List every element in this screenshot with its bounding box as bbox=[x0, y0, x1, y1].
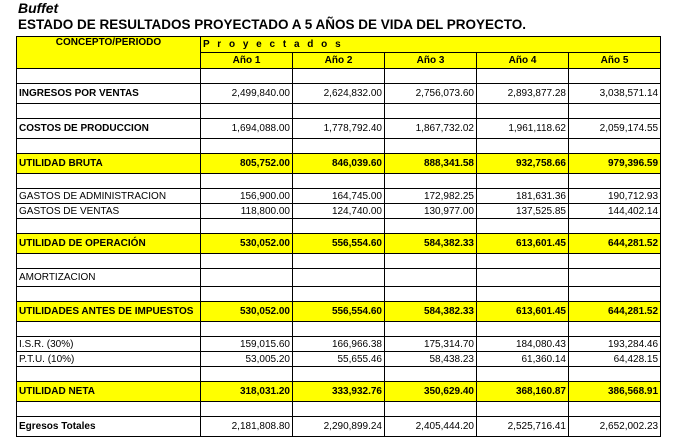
cell-value: 368,160.87 bbox=[477, 382, 569, 402]
cell-value: 1,961,118.62 bbox=[477, 119, 569, 139]
cell-value: 181,631.36 bbox=[477, 189, 569, 204]
cell-value: 1,867,732.02 bbox=[385, 119, 477, 139]
cell-value: 130,977.00 bbox=[385, 204, 477, 219]
cell-value: 53,005.20 bbox=[201, 352, 293, 367]
cell-value: 2,756,073.60 bbox=[385, 84, 477, 104]
cell-value: 613,601.45 bbox=[477, 302, 569, 322]
cell-value: 156,900.00 bbox=[201, 189, 293, 204]
cell-value: 124,740.00 bbox=[293, 204, 385, 219]
row-label: UTILIDAD BRUTA bbox=[17, 154, 201, 174]
cell-value: 2,181,808.80 bbox=[201, 417, 293, 437]
row-label: AMORTIZACION bbox=[17, 269, 201, 287]
year-header: Año 2 bbox=[293, 53, 385, 69]
cell-value: 932,758.66 bbox=[477, 154, 569, 174]
cell-value: 2,893,877.28 bbox=[477, 84, 569, 104]
table-row-gastos-ventas bbox=[17, 204, 661, 219]
statement-title: ESTADO DE RESULTADOS PROYECTADO A 5 AÑOS DE VIDA DEL PROYECTO. bbox=[18, 17, 527, 32]
concept-header: CONCEPTO/PERIODO bbox=[17, 37, 201, 69]
table-row-costos bbox=[17, 119, 661, 139]
row-label: GASTOS DE VENTAS bbox=[17, 204, 201, 219]
cell-value: 613,601.45 bbox=[477, 234, 569, 254]
cell-value: 2,059,174.55 bbox=[569, 119, 661, 139]
cell-value: 164,745.00 bbox=[293, 189, 385, 204]
cell-value: 556,554.60 bbox=[293, 302, 385, 322]
spacer-row bbox=[17, 367, 661, 382]
table-row-utilidad-bruta bbox=[17, 154, 661, 174]
cell-value: 144,402.14 bbox=[569, 204, 661, 219]
row-label: COSTOS DE PRODUCCION bbox=[17, 119, 201, 139]
table-row-ptu bbox=[17, 352, 661, 367]
cell-value: 175,314.70 bbox=[385, 337, 477, 352]
row-label: Egresos Totales bbox=[17, 417, 201, 437]
cell-value: 584,382.33 bbox=[385, 302, 477, 322]
cell-value: 846,039.60 bbox=[293, 154, 385, 174]
cell-value: 1,778,792.40 bbox=[293, 119, 385, 139]
cell-value: 888,341.58 bbox=[385, 154, 477, 174]
table-row-isr bbox=[17, 337, 661, 352]
cell-value: 805,752.00 bbox=[201, 154, 293, 174]
cell-value: 159,015.60 bbox=[201, 337, 293, 352]
cell-value: 2,499,840.00 bbox=[201, 84, 293, 104]
cell-value: 58,438.23 bbox=[385, 352, 477, 367]
cell-value: 118,800.00 bbox=[201, 204, 293, 219]
table-row-utilidad-operacion bbox=[17, 234, 661, 254]
projected-header: P r o y e c t a d o s bbox=[201, 37, 661, 53]
cell-value: 556,554.60 bbox=[293, 234, 385, 254]
spacer-row bbox=[17, 69, 661, 84]
cell-value: 184,080.43 bbox=[477, 337, 569, 352]
table-row-egresos-totales bbox=[17, 417, 661, 437]
cell-value: 979,396.59 bbox=[569, 154, 661, 174]
cell-value: 2,525,716.41 bbox=[477, 417, 569, 437]
cell-value: 3,038,571.14 bbox=[569, 84, 661, 104]
row-label: P.T.U. (10%) bbox=[17, 352, 201, 367]
cell-value: 530,052.00 bbox=[201, 234, 293, 254]
spacer-row bbox=[17, 104, 661, 119]
income-statement-table bbox=[16, 36, 661, 437]
cell-value: 64,428.15 bbox=[569, 352, 661, 367]
spacer-row bbox=[17, 254, 661, 269]
cell-value: 61,360.14 bbox=[477, 352, 569, 367]
spacer-row bbox=[17, 287, 661, 302]
cell-value: 2,405,444.20 bbox=[385, 417, 477, 437]
cell-value: 190,712.93 bbox=[569, 189, 661, 204]
cell-value: 166,966.38 bbox=[293, 337, 385, 352]
year-header: Año 1 bbox=[201, 53, 293, 69]
cell-value: 193,284.46 bbox=[569, 337, 661, 352]
cell-value: 318,031.20 bbox=[201, 382, 293, 402]
company-title: Buffet bbox=[18, 0, 59, 16]
row-label: INGRESOS POR VENTAS bbox=[17, 84, 201, 104]
spacer-row bbox=[17, 139, 661, 154]
cell-value: 350,629.40 bbox=[385, 382, 477, 402]
spacer-row bbox=[17, 322, 661, 337]
table-row-amortizacion bbox=[17, 269, 661, 287]
header-row-1 bbox=[17, 37, 661, 53]
table-row-ingresos bbox=[17, 84, 661, 104]
cell-value: 644,281.52 bbox=[569, 234, 661, 254]
row-label: UTILIDADES ANTES DE IMPUESTOS bbox=[17, 302, 201, 322]
cell-value: 386,568.91 bbox=[569, 382, 661, 402]
spacer-row bbox=[17, 219, 661, 234]
cell-value: 530,052.00 bbox=[201, 302, 293, 322]
cell-value: 172,982.25 bbox=[385, 189, 477, 204]
cell-value: 2,624,832.00 bbox=[293, 84, 385, 104]
year-header: Año 4 bbox=[477, 53, 569, 69]
cell-value: 2,652,002.23 bbox=[569, 417, 661, 437]
row-label: UTILIDAD NETA bbox=[17, 382, 201, 402]
cell-value: 2,290,899.24 bbox=[293, 417, 385, 437]
row-label: I.S.R. (30%) bbox=[17, 337, 201, 352]
row-label: UTILIDAD DE OPERACIÓN bbox=[17, 234, 201, 254]
row-label: GASTOS DE ADMINISTRACION bbox=[17, 189, 201, 204]
cell-value: 644,281.52 bbox=[569, 302, 661, 322]
year-header: Año 3 bbox=[385, 53, 477, 69]
table-row-utilidades-antes-impuestos bbox=[17, 302, 661, 322]
spacer-row bbox=[17, 402, 661, 417]
cell-value: 55,655.46 bbox=[293, 352, 385, 367]
table-row-gastos-admin bbox=[17, 189, 661, 204]
cell-value: 333,932.76 bbox=[293, 382, 385, 402]
cell-value: 584,382.33 bbox=[385, 234, 477, 254]
spacer-row bbox=[17, 174, 661, 189]
year-header: Año 5 bbox=[569, 53, 661, 69]
table-row-utilidad-neta bbox=[17, 382, 661, 402]
cell-value: 137,525.85 bbox=[477, 204, 569, 219]
cell-value: 1,694,088.00 bbox=[201, 119, 293, 139]
